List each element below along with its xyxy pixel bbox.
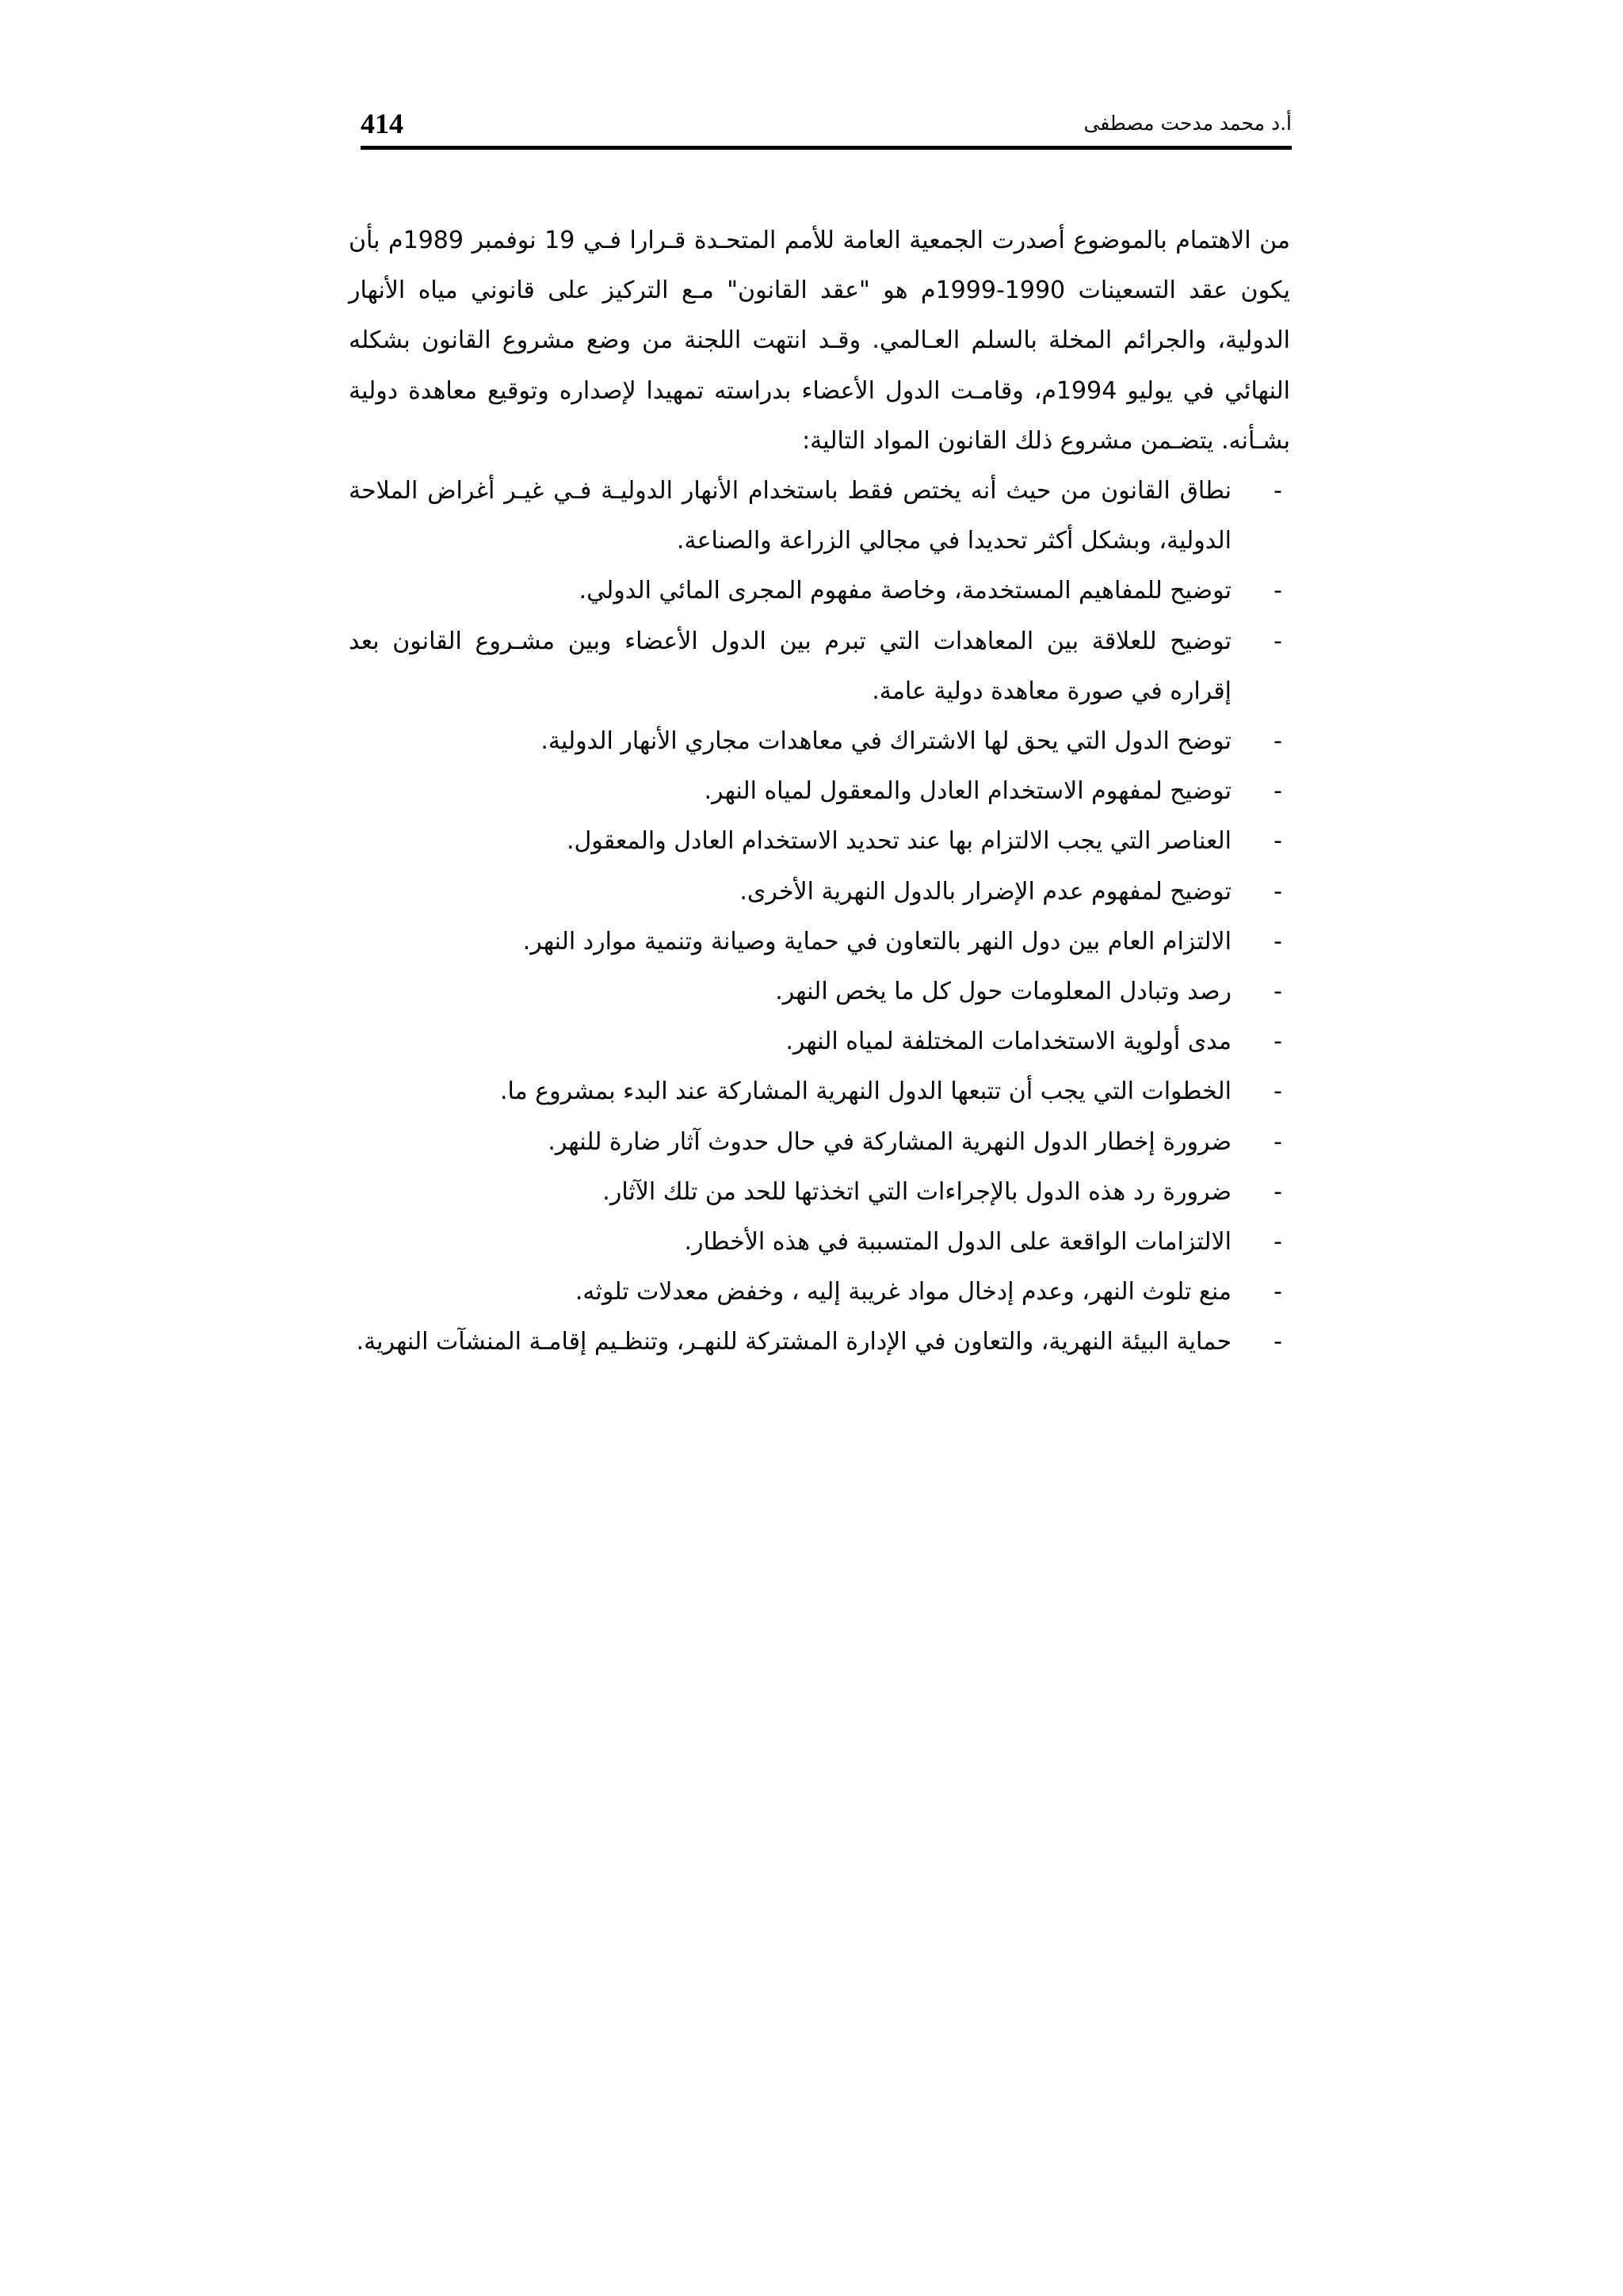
list-item: [349, 1066, 1290, 1116]
running-head-author: أ.د محمد مدحت مصطفى: [1083, 112, 1292, 135]
bullet-dash: -: [1274, 927, 1282, 955]
bullet-dash: -: [1274, 577, 1282, 605]
provisions-list: [349, 466, 1290, 1367]
bullet-dash: -: [1274, 1127, 1282, 1156]
list-item-text: توضيح لمفهوم عدم الإضرار بالدول النهرية الأخرى.: [739, 877, 1232, 906]
list-item-text: الالتزامات الواقعة على الدول المتسببة في هذه الأخطار.: [684, 1228, 1232, 1257]
list-item-text: ضرورة إخطار الدول النهرية المشاركة في حال حدوث آثار ضارة للنهر.: [548, 1127, 1232, 1156]
list-item-text: الخطوات التي يجب أن تتبعها الدول النهرية المشاركة عند البدء بمشروع ما.: [499, 1077, 1232, 1106]
list-item-text: حماية البيئة النهرية، والتعاون في الإدارة المشتركة للنهـر، وتنظـيم إقامـة المنشآت النهرية.: [356, 1328, 1232, 1356]
list-item-text: توضح الدول التي يحق لها الاشتراك في معاهدات مجاري الأنهار الدولية.: [540, 727, 1232, 756]
list-item-text: مدى أولوية الاستخدامات المختلفة لمياه النهر.: [785, 1028, 1232, 1056]
page-header: [361, 103, 1292, 151]
list-item: [349, 1016, 1290, 1066]
bullet-dash: -: [1274, 1328, 1282, 1356]
list-item-text: العناصر التي يجب الالتزام بها عند تحديد الاستخدام العادل والمعقول.: [566, 827, 1232, 856]
list-item: [349, 1267, 1290, 1317]
body-text: [349, 215, 1290, 1367]
list-item-text: نطاق القانون من حيث أنه يختص فقط باستخدام الأنهار الدوليـة فـي غيـر أغراض الملاحة الدولية، وبشكل أكثر تحديدا في مجالي الزراعة والصناعة.: [349, 477, 1232, 555]
list-item: [349, 766, 1290, 816]
list-item-text: ضرورة رد هذه الدول بالإجراءات التي اتخذتها للحد من تلك الآثار.: [602, 1177, 1232, 1206]
list-item: [349, 917, 1290, 967]
bullet-dash: -: [1274, 1177, 1282, 1206]
list-item-text: توضيح للعلاقة بين المعاهدات التي تبرم بين الدول الأعضاء وبين مشـروع القانون بعد إقراره في صورة معاهدة دولية عامة.: [349, 627, 1232, 705]
list-item-text: منع تلوث النهر، وعدم إدخال مواد غريبة إليه ، وخفض معدلات تلوثه.: [575, 1278, 1232, 1306]
list-item: [349, 967, 1290, 1016]
list-item-text: توضيح للمفاهيم المستخدمة، وخاصة مفهوم المجرى المائي الدولي.: [579, 577, 1232, 605]
list-item: [349, 867, 1290, 917]
list-item: [349, 1167, 1290, 1217]
list-item: [349, 1317, 1290, 1367]
list-item-text: توضيح لمفهوم الاستخدام العادل والمعقول لمياه النهر.: [704, 777, 1232, 806]
list-item: [349, 1217, 1290, 1267]
bullet-dash: -: [1274, 777, 1282, 806]
list-item: [349, 466, 1290, 566]
intro-paragraph: من الاهتمام بالموضوع أصدرت الجمعية العامة للأمم المتحـدة قـرارا فـي 19 نوفمبر 1989م بأن يكون عقد التسعينات 1990-1999م هو "عقد القانون" مـع التركيز على قانوني مياه الأنهار الدولية، والجرائم المخلة بالسلم العـالمي. وقـد انتهت اللجنة من وضع مشروع القانون بشكله النهائي في يوليو 1994م، وقامـت الدول الأعضاء بدراسته تمهيدا لإصداره وتوقيع معاهدة دولية بشـأنه. يتضـمن مشروع ذلك القانون المواد التالية:: [349, 227, 1290, 455]
bullet-dash: -: [1274, 727, 1282, 756]
bullet-dash: -: [1274, 1228, 1282, 1257]
bullet-dash: -: [1274, 627, 1282, 655]
list-item: [349, 716, 1290, 766]
bullet-dash: -: [1274, 827, 1282, 856]
bullet-dash: -: [1274, 1077, 1282, 1106]
list-item-text: الالتزام العام بين دول النهر بالتعاون في حماية وصيانة وتنمية موارد النهر.: [522, 927, 1232, 955]
list-item: [349, 1117, 1290, 1167]
page-number: 414: [361, 108, 403, 139]
bullet-dash: -: [1274, 877, 1282, 906]
bullet-dash: -: [1274, 1028, 1282, 1056]
list-item: [349, 616, 1290, 716]
list-item: [349, 816, 1290, 866]
header-divider: [361, 146, 1292, 150]
bullet-dash: -: [1274, 1278, 1282, 1306]
list-item: [349, 566, 1290, 616]
list-item-text: رصد وتبادل المعلومات حول كل ما يخص النهر.: [775, 978, 1232, 1006]
bullet-dash: -: [1274, 477, 1282, 505]
bullet-dash: -: [1274, 978, 1282, 1006]
